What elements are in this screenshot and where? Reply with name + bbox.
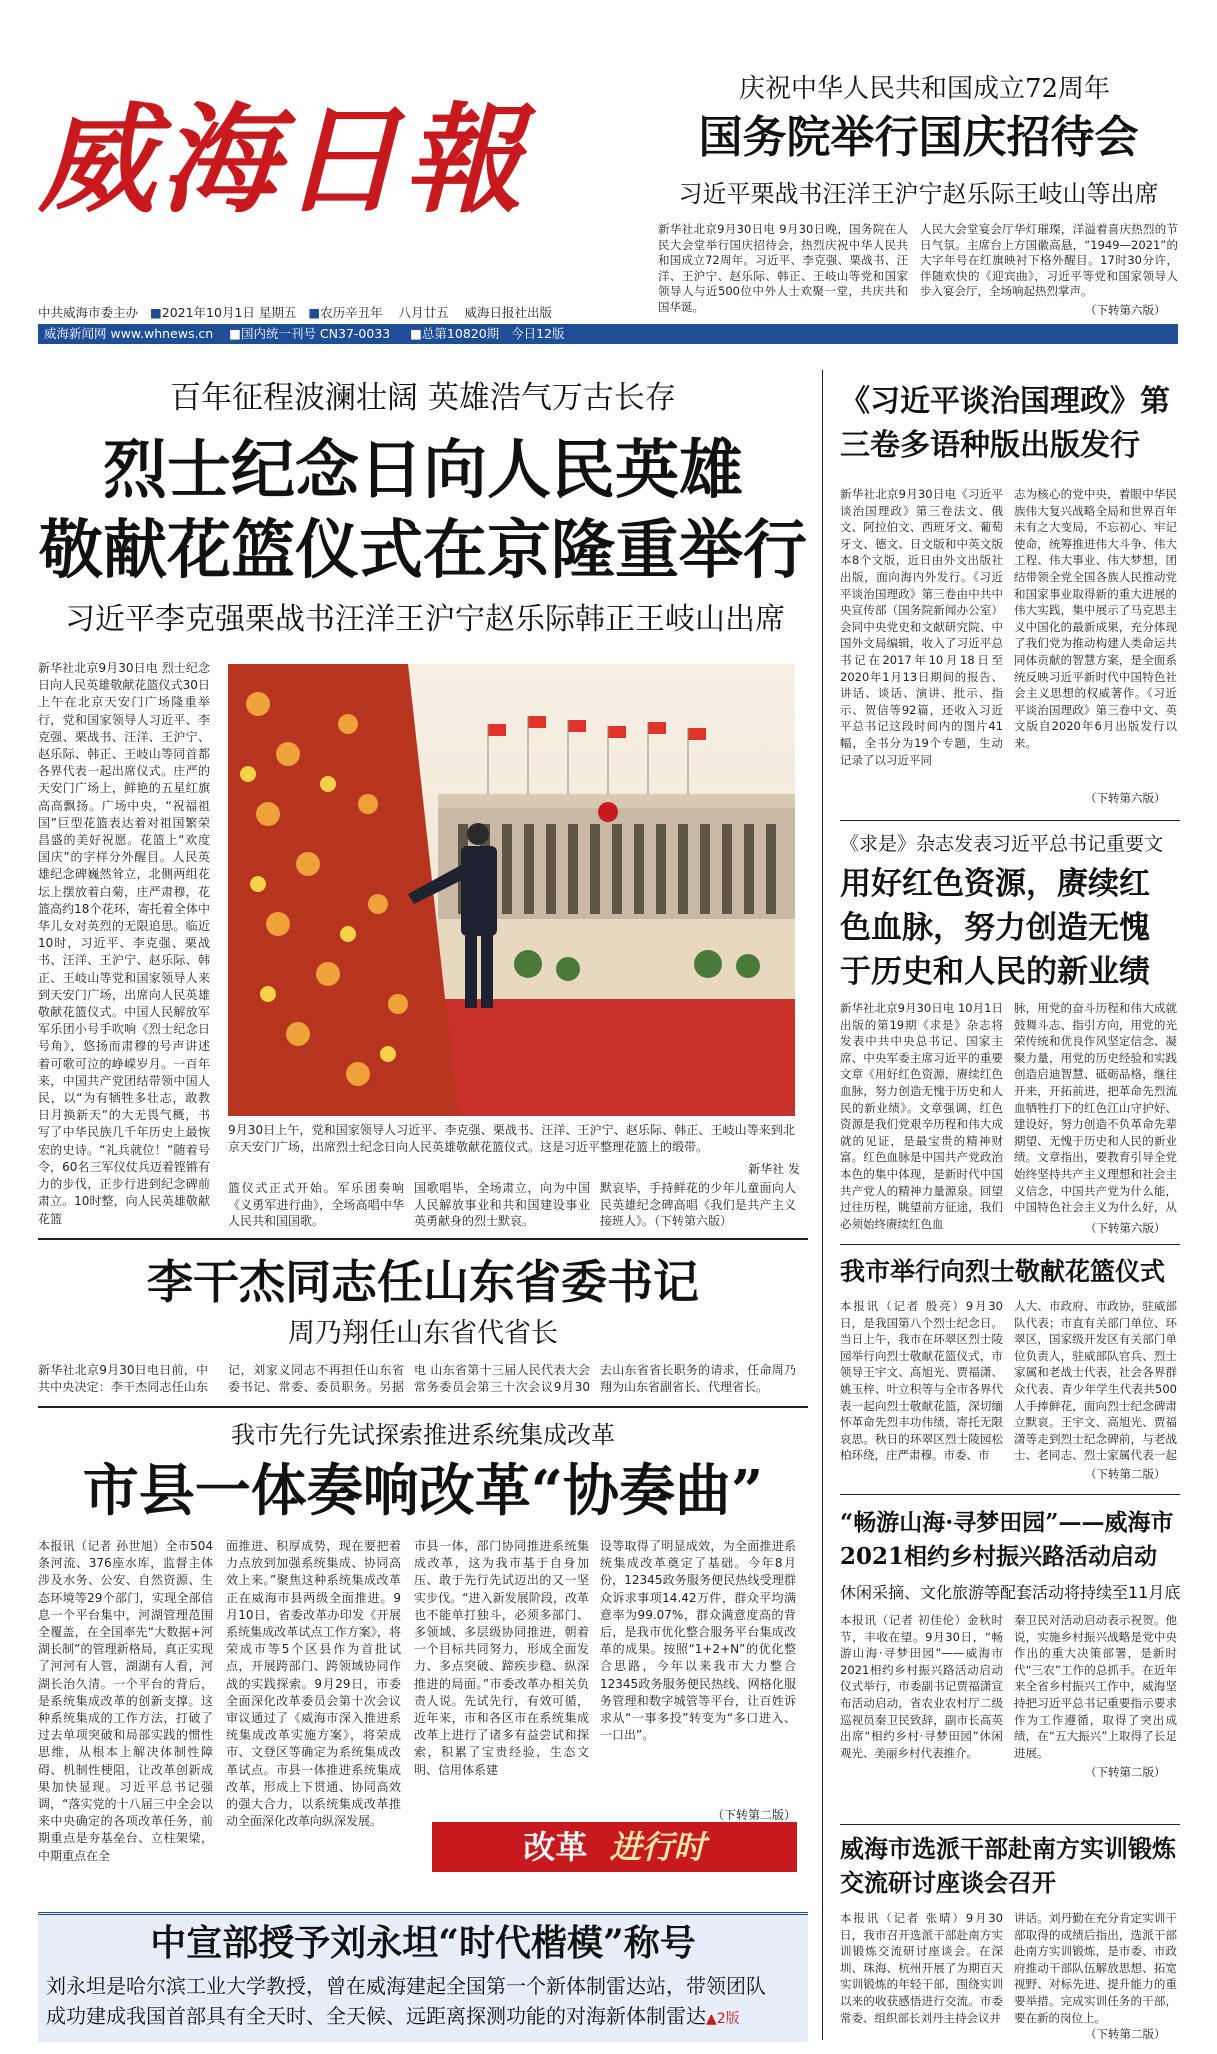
qiushi-col1: 新华社北京9月30日电 10月1日出版的第19期《求是》杂志将发表中共中央总书记、国家主席、中央军委主席习近平的重要文章《用好红色资源，赓续红色血脉，努力创造无愧于历史和人民的新业绩》。文章强调，红色资源是我们党艰辛历程和伟大成就的见证，是最宝贵的精神财富。红色血脉是中国共产党政治本色的集中体现，是新时代中国共产党人的精神力量源泉。回望过往历程，眺望前方征途，我们必须始终赓续红色血 xyxy=(840,1001,1003,1231)
lunar-year-text: 农历辛丑年 xyxy=(320,305,383,320)
reform-kicker: 我市先行先试探索推进系统集成改革 xyxy=(231,1421,615,1449)
masthead-info-band xyxy=(38,324,1178,344)
rural-headline: “畅游山海·寻梦田园”——威海市2021相约乡村振兴路活动启动 xyxy=(840,1509,1174,1570)
square-icon: ■ xyxy=(229,326,241,341)
reform-col2: 面推进、积厚成势，现在要把着力点放到加强系统集成、协同高效上来。”聚焦这种系统集成改革正在威海市县两级全面推进。9月10日，省委改革办印发《开展系统集成改革试点工作方案》，将荣成市等5个区县作为首批试点，开展跨部门、跨领域协同作战的实践探索。9月29日，市委全面深化改革委员会第十次会议审议通过了《威海市深入推进系统集成改革实施方案》，将荣成市、文登区等确定为系统集成改革试点。市县一体推进系统集成改革，形成上下贯通、协同高效的强大合力，以系统集成改革推动全面深化改革向纵深发展。 xyxy=(226,1539,401,1829)
top-story-kicker: 庆祝中华人民共和国成立72周年 xyxy=(738,74,1111,104)
reform-tag-right: 进行时 xyxy=(609,1828,706,1866)
xi-book-headline: 《习近平谈治国理政》第三卷多语种版出版发行 xyxy=(840,384,1170,463)
wreath-local-continued: （下转第二版） xyxy=(1085,1467,1166,1481)
qiushi-col2: 脉，用党的奋斗历程和伟大成就鼓舞斗志、指引方向，用党的光荣传统和优良作风坚定信念、凝聚力量，用党的历史经验和实践创造启迪智慧、砥砺品格，继往开来，开拓前进，把革命先烈流血牺牲打下的红色江山守护好、建设好，努力创造不负革命先辈期望、无愧于历史和人民的新业绩。文章指出，要教育引导全党始终坚持共产主义理想和社会主义信念，中国共产党为什么能，中国特色社会主义为什么好，从 xyxy=(1014,1001,1177,1215)
date: ■ xyxy=(149,305,162,320)
wreath-local-col2: 人大、市政府、市政协，驻威部队代表；市直有关部门单位、环翠区，国家级开发区有关部门单位负责人，驻威部队官兵、烈士家属和老战士代表，社会各界群众代表、青少年学生代表共500人手捧鲜花，面向烈士纪念碑肃立默哀。王宇文、高旭光、贾福潇等走到烈士纪念碑前，与老战士、老同志、烈士家属代表一起 xyxy=(1014,1299,1177,1463)
lead-photo xyxy=(228,664,795,1116)
top-story-col1: 新华社北京9月30日电 9月30日晚，国务院在人民大会堂举行国庆招待会，热烈庆祝中华人民共和国成立72周年。习近平、李克强、栗战书、汪洋、王沪宁、赵乐际、韩正、王岐山等党和国家领导人与近500位中外人士欢聚一堂，共庆共和国华诞。 xyxy=(658,222,908,314)
rural-col2: 秦卫民对活动启动表示祝贺。他说，实施乡村振兴战略是党中央作出的重大决策部署，是新时代“三农”工作的总抓手。在近年来全省乡村振兴工作中，威海坚持把习近平总书记重要指示要求作为工作遵循，取得了突出成绩，在“五大振兴”上取得了长足进展。 xyxy=(1014,1613,1177,1760)
top-story-headline: 国务院举行国庆招待会 xyxy=(698,112,1139,163)
issue-number: 总第10820期 xyxy=(421,326,500,341)
li-col2: 记，刘家义同志不再担任山东省委书记、常委、委员职务。另据 xyxy=(228,1363,404,1394)
lead-kicker: 百年征程波澜壮阔 英雄浩气万古长存 xyxy=(170,380,676,416)
issn: 国内统一刊号 CN37-0033 xyxy=(240,326,391,341)
lunar-year: ■ xyxy=(308,305,321,320)
qiushi-headline: 用好红色资源，赓续红色血脉，努力创造无愧于历史和人民的新业绩 xyxy=(840,866,1150,990)
rural-subhead: 休闲采摘、文化旅游等配套活动将持续至11月底 xyxy=(840,1583,1180,1602)
publisher: 威海日报社出版 xyxy=(464,305,552,320)
lead-bottom-col1: 篮仪式正式开始。军乐团奏响《义勇军进行曲》，全场高唱中华人民共和国国歌。 xyxy=(228,1181,404,1228)
li-subhead: 周乃翔任山东省代省长 xyxy=(288,1318,558,1349)
reform-continued: （下转第二版） xyxy=(711,1808,796,1822)
xi-book-continued: （下转第六版） xyxy=(1085,791,1166,805)
bottom-banner-line1: 刘永坦是哈尔滨工业大学教授，曾在威海建起全国第一个新体制雷达站，带领团队 xyxy=(46,1974,766,1998)
top-story-subhead: 习近平栗战书汪洋王沪宁赵乐际王岐山等出席 xyxy=(678,180,1159,208)
cadre-continued: （下转第二版） xyxy=(1085,2027,1166,2041)
lead-bottom-col2: 国歌唱毕，全场肃立，向为中国人民解放事业和共和国建设事业英勇献身的烈士默哀。 xyxy=(414,1181,590,1228)
divider xyxy=(38,1238,808,1240)
sponsor: 中共威海市委主办 xyxy=(38,305,139,320)
divider xyxy=(38,1406,808,1408)
qiushi-continued: （下转第六版） xyxy=(1085,1221,1166,1235)
lead-bottom-col3: 默哀毕，手持鲜花的少年儿童面向人民英雄纪念碑高唱《我们是共产主义接班人》。（下转第六版） xyxy=(600,1181,796,1228)
bottom-banner-line2-text: 成功建成我国首部具有全天时、全天候、远距离探测功能的对海新体制雷达 xyxy=(46,2004,706,2028)
reform-col1: 本报讯（记者 孙世旭）全市504条河流、376座水库，监督主体涉及水务、公安、自然资源、生态环境等29个部门，实现全部信息一个平台集中，河湖管理范围全覆盖，在全国率先“大数据+河湖长制”的管理新格局，真正实现了河河有人管，湖湖有人看，河湖长治久清。一个平台的背后，是系统集成改革的创新支撑。这种系统集成的工作方法，打破了过去单项突破和局部实践的惯性思维，从根本上解决体制性障碍、机制性梗阻，让改革创新成果加快显现。习近平总书记强调，“落实党的十八届三中全会以来中央确定的各项改革任务，前期重点是夯基垒台、立柱架梁，中期重点在全 xyxy=(38,1539,213,1863)
lead-photo-credit: 新华社 发 xyxy=(748,1162,800,1176)
date-text: 2021年10月1日 星期五 xyxy=(161,305,297,320)
bottom-banner-line2 xyxy=(46,2002,806,2030)
reform-headline: 市县一体奏响改革“协奏曲” xyxy=(82,1458,764,1524)
li-col1: 新华社北京9月30日电日前，中共中央决定：李干杰同志任山东 xyxy=(38,1363,208,1394)
divider xyxy=(840,1824,1180,1825)
xi-book-col2: 志为核心的党中央，着眼中华民族伟大复兴战略全局和世界百年未有之大变局，不忘初心、牢记使命，统筹推进伟大斗争、伟大工程、伟大事业、伟大梦想，团结带领全党全国各族人民推动党和国家事业取得新的重大进展的伟大实践，集中展示了马克思主义中国化的最新成果，充分体现了我们党为推动构建人类命运共同体贡献的智慧方案，是全面系统反映习近平新时代中国特色社会主义思想的权威著作。《习近平谈治国理政》第三卷中文、英文版自2020年6月出版发行以来。 xyxy=(1014,487,1177,750)
rural-continued: （下转第二版） xyxy=(1085,1765,1166,1779)
reform-column-tag[interactable] xyxy=(432,1822,797,1872)
li-col3: 电 山东省第十三届人民代表大会常务委员会第三十次会议9月30 xyxy=(414,1363,590,1394)
wreath-local-col1: 本报讯（记者 殷亮）9月30日，是我国第八个烈士纪念日。当日上午，我市在环翠区烈士陵园举行向烈士敬献花篮仪式，市领导王宇文、高旭光、贾福潇、姚玉梓、叶立积等与全市各界代表一起向烈士敬献花篮，深切缅怀革命先烈丰功伟绩，寄托无限哀思。秋日的环翠区烈士陵园松柏环绕，庄严肃穆。市委、市 xyxy=(840,1299,1003,1463)
lead-headline-1: 烈士纪念日向人民英雄 xyxy=(103,433,743,508)
rural-col1: 本报讯（记者 初佳伦）金秋时节，丰收在望。9月30日，“畅游山海·寻梦田园”——威海市2021相约乡村振兴路活动启动仪式举行，市委副书记贾福潇宣布活动启动，省农业农村厅二级巡视员秦卫民致辞，副市长高英出席“相约乡村·寻梦田园”休闲观光、美丽乡村代表推介。 xyxy=(840,1613,1003,1760)
xi-book-col1: 新华社北京9月30日电《习近平谈治国理政》第三卷法文、俄文、阿拉伯文、西班牙文、葡萄牙文、德文、日文版和中英文版本8个文版，近日由外文出版社出版，面向海内外发行。《习近平谈治国理政》第三卷由中共中央宣传部（国务院新闻办公室）会同中央党史和文献研究院、中国外文局编辑，收入了习近平总书记在2017年10月18日至2020年1月13日期间的报告、讲话、谈话、演讲、批示、指示、贺信等92篇，还收入习近平总书记这段时间内的图片41幅，全书分为19个专题，生动记录了以习近平同 xyxy=(840,487,1003,767)
top-story-col2: 人民大会堂宴会厅华灯璀璨，洋溢着喜庆热烈的节日气氛。主席台上方国徽高悬，“1949—2021”的大字年号在红旗映衬下格外醒目。17时30分许，伴随欢快的《迎宾曲》，习近平等党和国家领导人步入宴会厅，全场响起热烈掌声。 xyxy=(920,222,1178,298)
wreath-local-headline: 我市举行向烈士敬献花篮仪式 xyxy=(840,1257,1166,1286)
masthead-info-line1 xyxy=(38,304,668,322)
lead-photo-caption: 9月30日上午，党和国家领导人习近平、李克强、栗战书、汪洋、王沪宁、赵乐际、韩正、王岐山等来到北京天安门广场，出席烈士纪念日向人民英雄敬献花篮仪式。这是习近平整理花篮上的缎带。 xyxy=(228,1123,795,1154)
divider xyxy=(840,820,1180,821)
divider xyxy=(840,1244,1180,1245)
reform-col3: 市县一体，部门协同推进系统集成改革，这为我市基于自身加压、敢于先行先试迈出的又一坚实步伐。“进入新发展阶段，改革也不能单打独斗，必须多部门、多领域、多层级协同推进，朝着一个目标共同努力，形成全面发力、多点突破、蹄疾步稳、纵深推进的局面。”市委改革办相关负责人说。先试先行，有效可循，近年来，市和各区市在系统集成改革上进行了诸多有益尝试和探索，积累了宝贵经验，生态文明、信用体系建 xyxy=(414,1539,589,1777)
tiananmen-wreath-photo xyxy=(228,664,795,1116)
cadre-col2: 讲话。刘丹勤在充分肯定实训干部取得的成绩后指出，选派干部赴南方实训锻炼，是市委、市政府推动干部队伍解放思想、拓宽视野、对标先进、提升能力的重要举措。完成实训任务的干部，要在新的岗位上。 xyxy=(1014,1911,1177,2025)
lunar-date: 八月廿五 xyxy=(398,305,449,320)
top-story-continued: （下转第六版） xyxy=(1085,303,1166,317)
masthead-title: 威海日報 xyxy=(38,90,527,229)
column-divider xyxy=(822,370,823,2040)
cadre-headline: 威海市选派干部赴南方实训锻炼交流研讨座谈会召开 xyxy=(840,1834,1176,1897)
reform-col4: 设等取得了明显成效，为全面推进系统集成改革奠定了基础。今年8月份，12345政务服务便民热线受理群众诉求事项14.42万件，群众平均满意率为99.07%，群众满意度高的背后，是我市优化整合服务平台集成改革的成果。按照“1+2+N”的优化整合思路，今年以来我市大力整合12345政务服务便民热线、网格化服务管理和数字城管等平台，让百姓诉求从“一事多投”转变为“多口进入、一口出”。 xyxy=(600,1539,796,1743)
lead-headline-2: 敬献花篮仪式在京隆重举行 xyxy=(39,513,807,588)
cadre-col1: 本报讯（记者 张晴）9月30日，我市召开选派干部赴南方实训锻炼交流研讨座谈会。在深圳、珠海、杭州开展了为期百天实训锻炼的年轻干部，围绕实训以来的收获感悟进行交流。市委常委、组织部长刘丹主持会议并 xyxy=(840,1911,1003,2025)
qiushi-kicker: 《求是》杂志发表习近平总书记重要文 xyxy=(840,833,1164,855)
divider xyxy=(840,1494,1180,1495)
page-count: 今日12版 xyxy=(511,326,565,341)
lead-subhead: 习近平李克强栗战书汪洋王沪宁赵乐际韩正王岐山出席 xyxy=(65,602,785,637)
li-col4: 去山东省省长职务的请求，任命周乃翔为山东省副省长、代理省长。 xyxy=(600,1363,796,1394)
reform-tag-left: 改革 xyxy=(523,1828,588,1866)
square-icon: ■ xyxy=(410,326,422,341)
bottom-banner-headline: 中宣部授予刘永坦“时代楷模”称号 xyxy=(150,1922,696,1964)
li-headline: 李干杰同志任山东省委书记 xyxy=(147,1255,699,1309)
website[interactable]: 威海新闻网 www.whnews.cn xyxy=(44,326,214,341)
lead-left-column: 新华社北京9月30日电 烈士纪念日向人民英雄敬献花篮仪式30日上午在北京天安门广场隆重举行，党和国家领导人习近平、李克强、栗战书、汪洋、王沪宁、赵乐际、韩正、王岐山等同首都各界代表一起出席仪式。庄严的天安门广场上，鲜艳的五星红旗高高飘扬。广场中央，“祝福祖国”巨型花篮表达着对祖国繁荣昌盛的美好祝愿。花篮上“欢度国庆”的字样分外醒目。人民英雄纪念碑巍然耸立，北侧两组花坛上摆放着白菊，庄严肃穆，花篮高约18个花环，寄托着全体中华儿女对英烈的无限追思。临近10时，习近平、李克强、栗战书、汪洋、王沪宁、赵乐际、韩正、王岐山等党和国家领导人来到天安门广场，出席向人民英雄敬献花篮仪式。中国人民解放军军乐团小号手吹响《烈士纪念日号角》，悠扬而肃穆的号声讲述着可歌可泣的峥嵘岁月。一百年来，中国共产党团结带领中国人民，以“为有牺牲多壮志，敢教日月换新天”的大无畏气概，书写了中华民族几千年历史上最恢宏的史诗。“礼兵就位！”随着号令，60名三军仪仗兵迈着铿锵有力的步伐，正步行进到纪念碑前肃立。10时整，向人民英雄敬献花篮 xyxy=(38,661,210,1226)
page-ref[interactable]: ▲2版 xyxy=(706,2011,740,2027)
